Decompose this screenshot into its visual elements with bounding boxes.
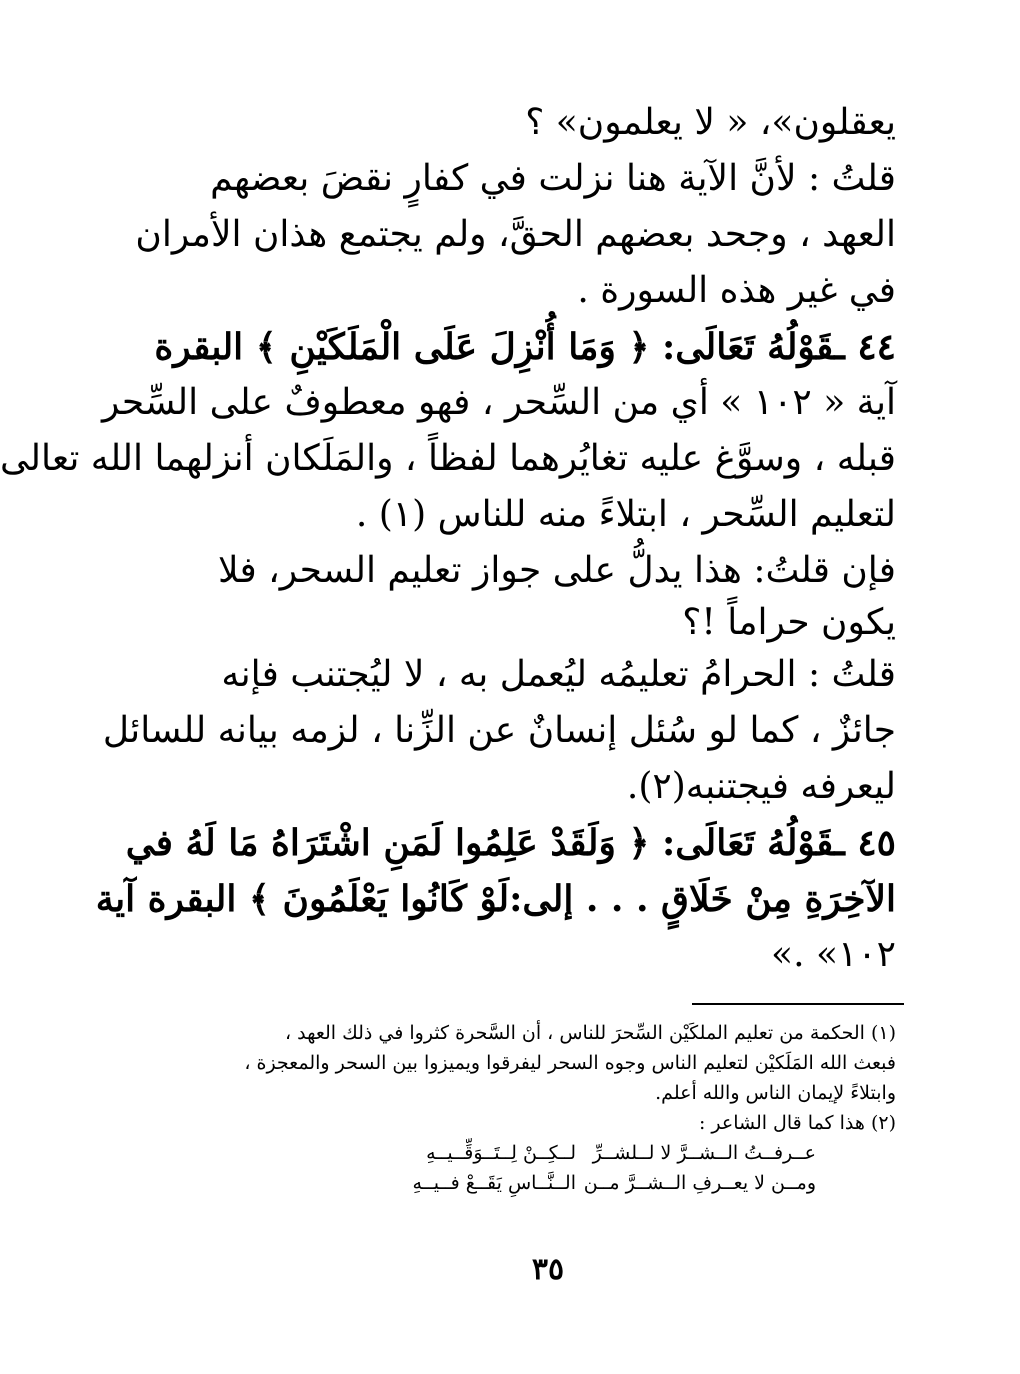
text-line: جائزٌ ، كما لو سُئل إنسانٌ عن الزِّنا ، لزمه بيانه للسائل: [102, 710, 896, 751]
page-number: ٣٥: [531, 1252, 565, 1287]
poem-verse: [226, 1168, 896, 1198]
verse-first-half: ومــن لا يعــرفِ الــشــرَّ مــن: [583, 1172, 816, 1194]
verse-second-half: لــكِــنْ لِــتَــوَقِّــيــهِ: [426, 1142, 576, 1164]
text-line: العهد ، وجحد بعضهم الحقَّ، ولم يجتمع هذان الأمران: [135, 214, 896, 255]
text-line: يكون حراماً !؟: [682, 602, 896, 643]
footnote-line: وابتلاءً لإيمان الناس والله أعلم.: [655, 1082, 896, 1104]
footnote-line: فبعث الله المَلَكيْن لتعليم الناس وجوه السحر ليفرقوا ويميزوا بين السحر والمعجزة ،: [244, 1052, 896, 1074]
text-line: لتعليم السِّحر ، ابتلاءً منه للناس (١) .: [355, 494, 896, 535]
footnote-line: (١) الحكمة من تعليم الملكَيْن السِّحرَ للناس ، أن السَّحرة كثروا في ذلك العهد ،: [284, 1022, 896, 1044]
text-line: يعقلون»، « لا يعلمون» ؟: [525, 102, 896, 143]
verse-second-half: الــنَّــاسِ يَقَــعْ فــيــهِ: [412, 1172, 576, 1194]
poem-verse: [226, 1138, 896, 1168]
footnote-separator: [692, 1003, 904, 1005]
verse-first-half: عــرفــتُ الــشــرَّ لا لــلشــرِّ: [592, 1142, 816, 1164]
footnotes: [226, 1018, 896, 1198]
text-line: آية « ١٠٢ » أي من السِّحر ، فهو معطوفٌ على السِّحر: [101, 382, 896, 423]
main-text: [0, 95, 896, 983]
text-line: في غير هذه السورة .: [577, 270, 896, 311]
footnote-line: (٢) هذا كما قال الشاعر :: [698, 1112, 896, 1134]
text-line: قلتُ : لأنَّ الآية هنا نزلت في كفارٍ نقضَ بعضهم: [210, 158, 896, 199]
text-line: ليعرفه فيجتنبه(٢).: [626, 766, 896, 807]
heading-45: ٤٥ ـقَوْلُهُ تَعَالَى: ﴿ وَلَقَدْ عَلِمُوا لَمَنِ اشْتَرَاهُ مَا لَهُ في: [125, 822, 896, 864]
text-line: الآخِرَةِ مِنْ خَلَاقٍ . . . إلى:لَوْ كَانُوا يَعْلَمُونَ ﴾ البقرة آية: [95, 878, 896, 920]
text-line: ١٠٢» .»: [771, 934, 896, 975]
text-line: قلتُ : الحرامُ تعليمُه ليُعمل به ، لا ليُجتنب فإنه: [221, 654, 896, 695]
text-line: قبله ، وسوَّغ عليه تغايُرهما لفظاً ، والمَلَكان أنزلهما الله تعالى: [0, 438, 896, 479]
text-line: فإن قلتُ: هذا يدلُّ على جواز تعليم السحر، فلا: [218, 550, 896, 591]
heading-44: ٤٤ ـقَوْلُهُ تَعَالَى: ﴿ وَمَا أُنْزِلَ عَلَى الْمَلَكَيْنِ ﴾ البقرة: [154, 326, 896, 368]
